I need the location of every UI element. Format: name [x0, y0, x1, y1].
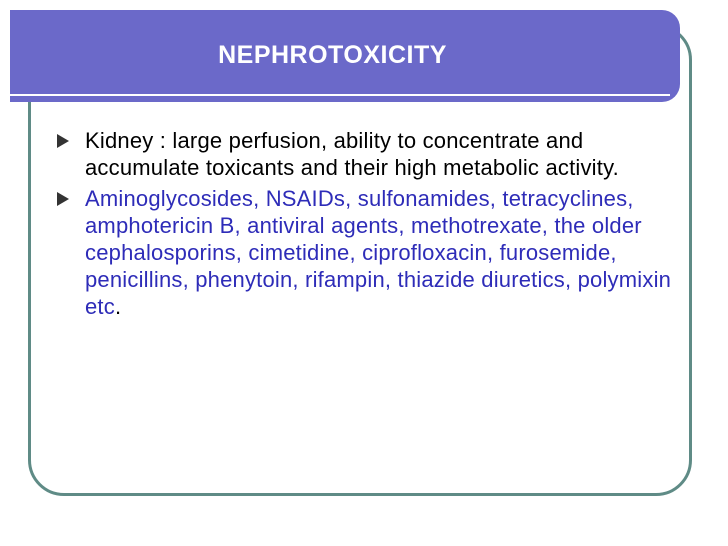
triangle-bullet-icon [50, 185, 76, 212]
bullet-item [48, 127, 688, 181]
triangle-bullet-icon [50, 127, 76, 154]
bullet-text: Kidney : large perfusion, ability to concentrate and accumulate toxicants and their high metabolic activity. [85, 128, 619, 180]
title-divider [10, 94, 670, 96]
bullet-item [48, 185, 688, 320]
slide-title: NEPHROTOXICITY [218, 41, 447, 69]
slide-content [48, 127, 688, 324]
bullet-text: Aminoglycosides, NSAIDs, sulfonamides, tetracyclines, amphotericin B, antiviral agents, methotrexate, the older cephalosporins, cimetidine, ciprofloxacin, furosemide, penicillins, phenytoin, rifampin, thiazide diuretics, polymixin etc [85, 186, 672, 319]
bullet-trailing-period: . [114, 294, 122, 319]
